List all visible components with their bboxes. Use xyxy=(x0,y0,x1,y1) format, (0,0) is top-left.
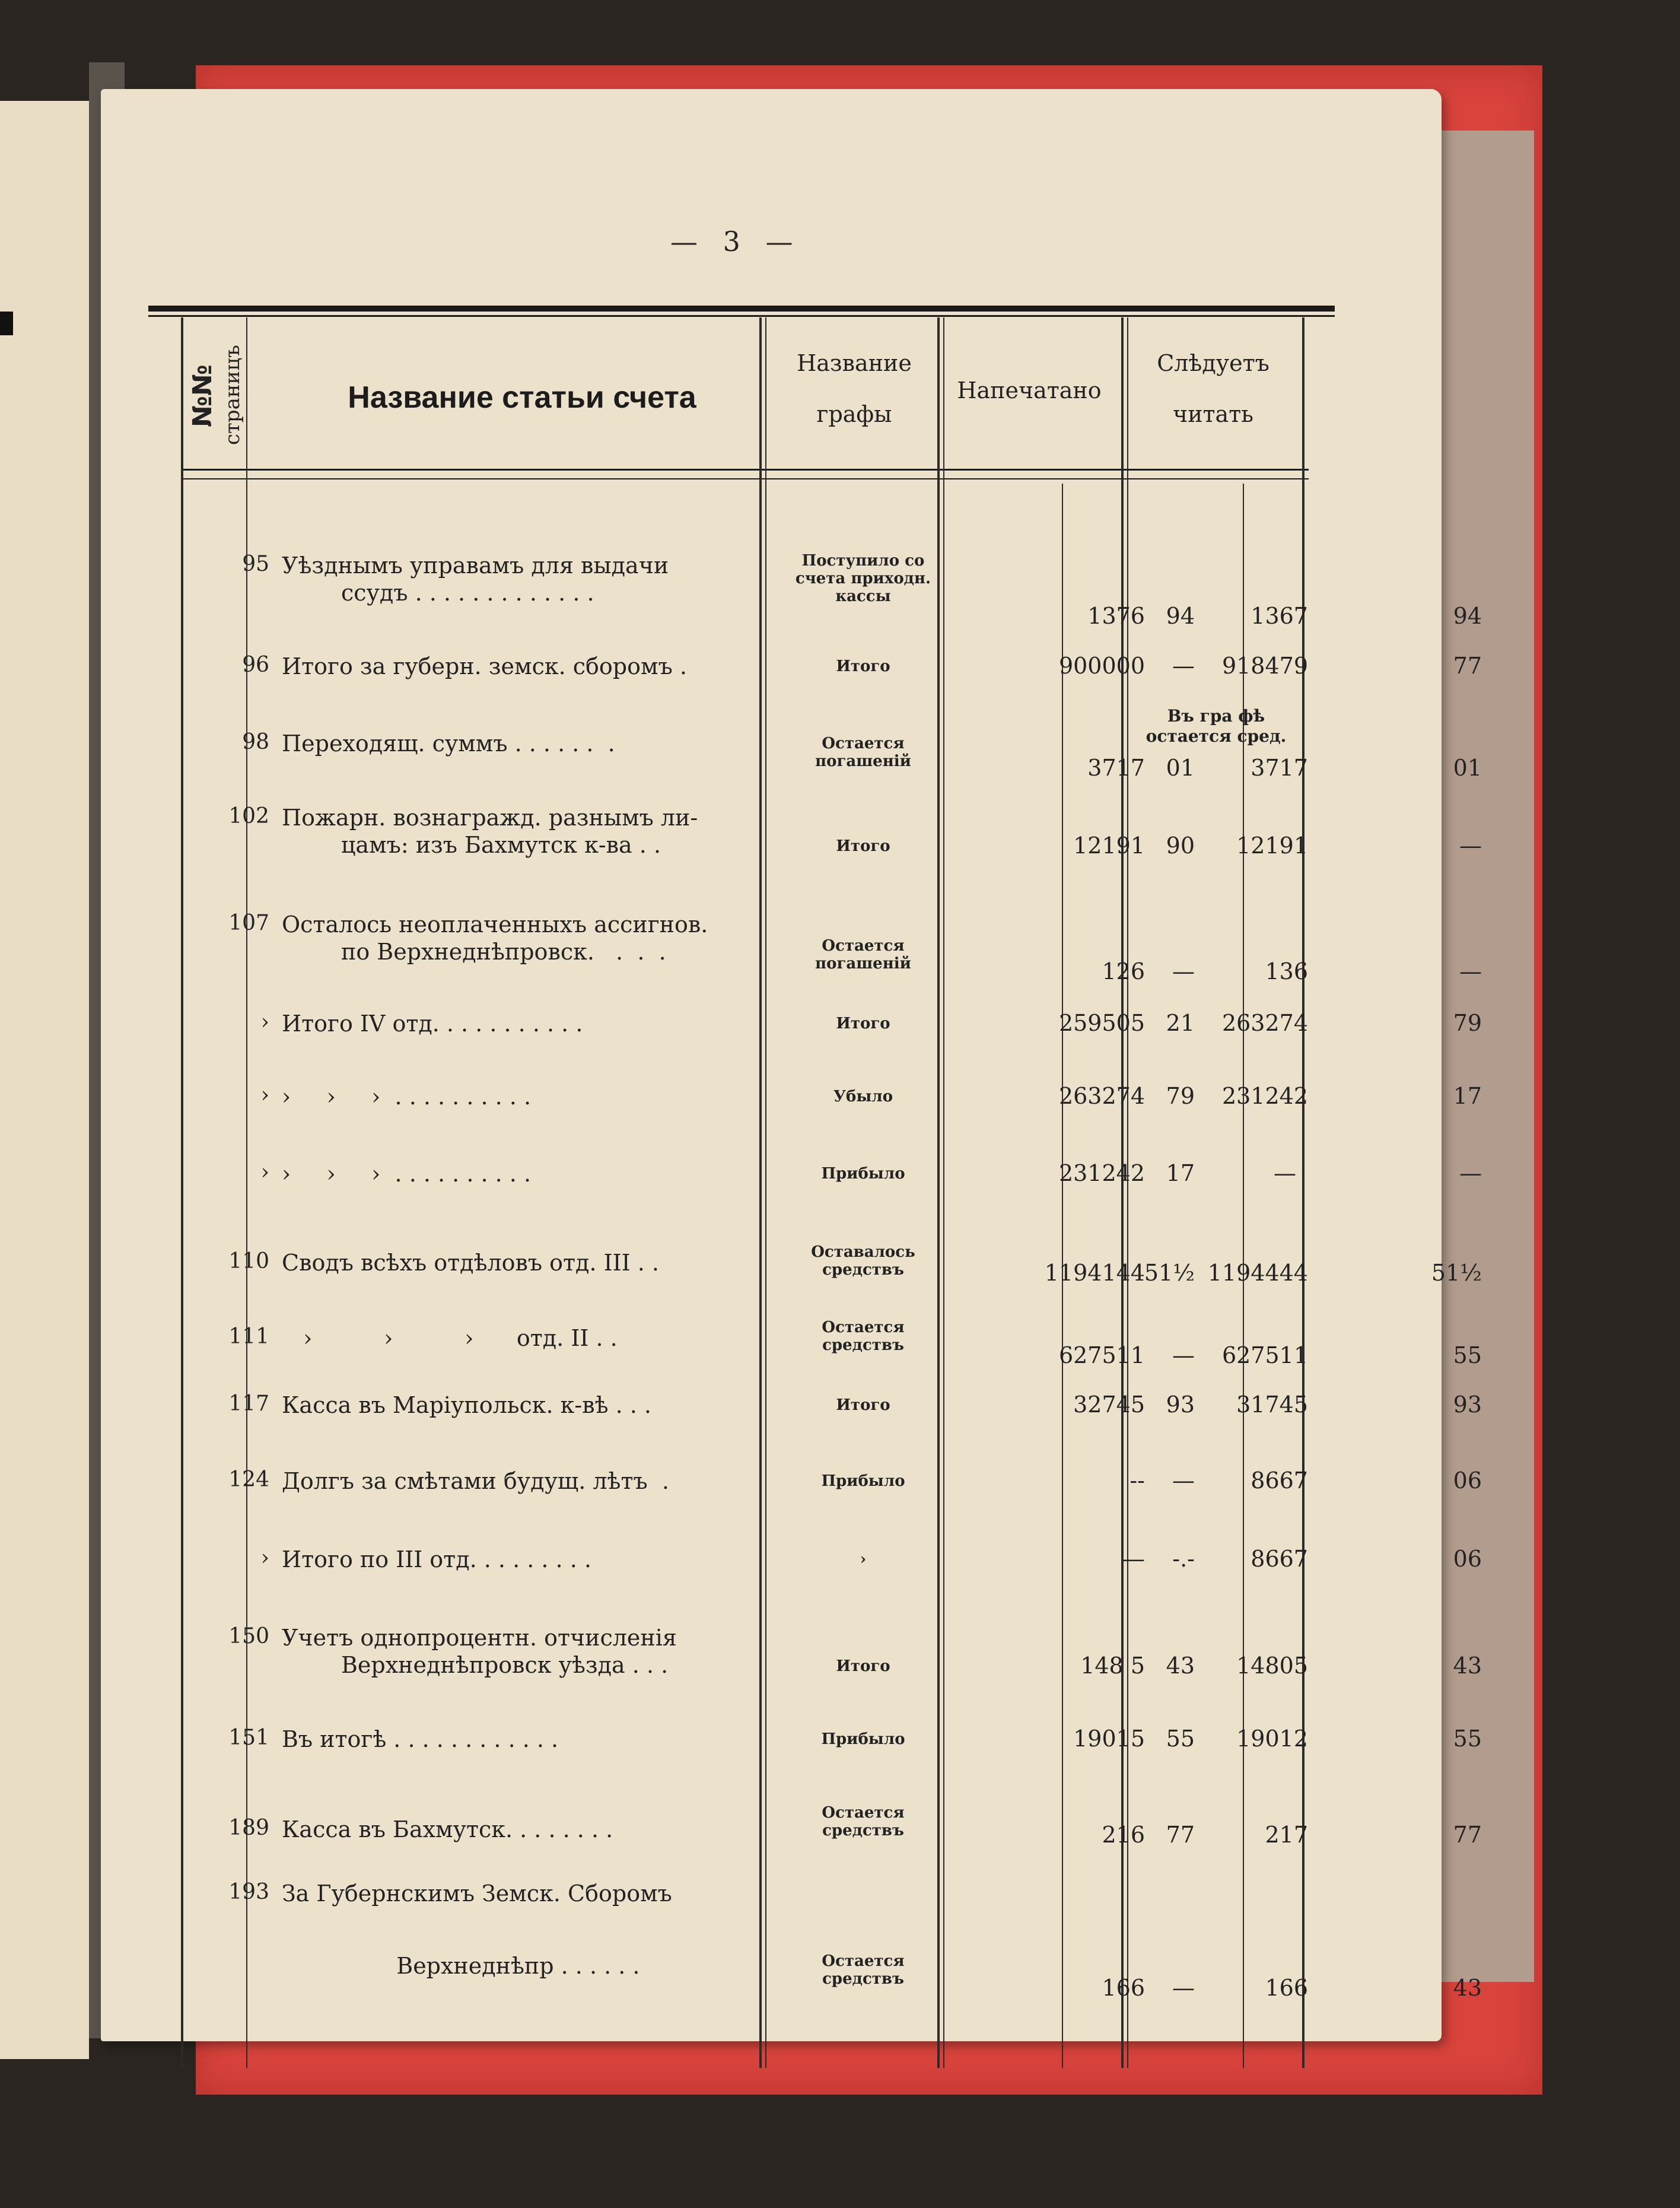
row-graph-line: Поступило со xyxy=(801,552,925,570)
page-number: — 3 — xyxy=(670,225,801,258)
row-graph: Итого xyxy=(836,1657,890,1675)
row-desc-line: Учетъ однопроцентн. отчисленія xyxy=(282,1625,677,1651)
row-printed-kop: 17 xyxy=(1166,1160,1195,1186)
row-printed-kop: 93 xyxy=(1166,1391,1195,1418)
row-graph: › xyxy=(860,1551,867,1568)
row-follow-kop: 79 xyxy=(1453,1010,1482,1036)
row-printed-kop: 43 xyxy=(1166,1653,1195,1679)
header-num-title: №№ xyxy=(187,364,218,427)
row-printed-rub: 263274 xyxy=(1058,1083,1145,1109)
row-num: 124 xyxy=(228,1467,269,1492)
row-desc: › › › . . . . . . . . . . xyxy=(282,1161,532,1187)
row-desc: Въ итогѣ . . . . . . . . . . . . xyxy=(282,1726,559,1752)
header-rule-thick xyxy=(148,306,1335,312)
row-follow-rub: 31745 xyxy=(1236,1391,1308,1418)
row-desc: Итого за губерн. земск. сборомъ . xyxy=(282,653,687,679)
row-follow-kop: 77 xyxy=(1453,653,1482,679)
row-printed-kop: 01 xyxy=(1166,755,1195,781)
row-num: › xyxy=(260,1010,269,1034)
left-page xyxy=(0,101,89,2059)
row-follow-kop: 17 xyxy=(1453,1083,1482,1109)
left-page-rule xyxy=(0,312,13,335)
row-num: 107 xyxy=(228,911,269,935)
header-bottom-rule xyxy=(182,469,1309,471)
row-follow-kop: 43 xyxy=(1453,1975,1482,2001)
row-graph: Убыло xyxy=(833,1088,893,1105)
row-printed-kop: — xyxy=(1172,1975,1195,2001)
row-follow-kop: 06 xyxy=(1453,1467,1482,1494)
row-printed-rub: 231242 xyxy=(1058,1160,1145,1186)
note-line: остается сред. xyxy=(1146,726,1287,746)
row-graph-line: счета приходн. xyxy=(795,570,931,587)
col-divider-printed xyxy=(1121,317,1124,2068)
row-graph-line: средствъ xyxy=(822,1336,904,1354)
row-follow-rub: 1367 xyxy=(1251,603,1308,629)
row-follow-rub: 263274 xyxy=(1221,1010,1308,1036)
row-num: 111 xyxy=(228,1324,269,1349)
header-graph-title-2: графы xyxy=(816,401,892,427)
row-follow-rub: 3717 xyxy=(1251,755,1308,781)
row-num: 96 xyxy=(242,653,269,677)
row-num: 117 xyxy=(228,1391,269,1416)
header-article-title: Название статьи счета xyxy=(348,380,696,415)
row-desc-line-2: цамъ: изъ Бахмутск к-ва . . xyxy=(341,832,661,858)
row-follow-rub: 12191 xyxy=(1236,833,1308,859)
header-follow-title-2: читать xyxy=(1173,401,1253,427)
row-printed-rub: 1194144 xyxy=(1044,1260,1145,1286)
row-graph xyxy=(765,1952,961,1988)
row-desc: Верхнеднѣпр . . . . . . xyxy=(282,1953,640,1979)
row-printed-rub: 1376 xyxy=(1087,603,1145,629)
row-follow-kop: 55 xyxy=(1453,1342,1482,1368)
row-follow-kop: 55 xyxy=(1453,1726,1482,1752)
header-num-column xyxy=(187,345,259,469)
row-num: 95 xyxy=(242,552,269,576)
row-num: 98 xyxy=(242,730,269,754)
row-printed-rub: 627511 xyxy=(1058,1342,1145,1368)
row-follow-kop: 93 xyxy=(1453,1391,1482,1418)
row-desc: За Губернскимъ Земск. Сборомъ xyxy=(282,1880,672,1907)
header-printed-title: Напечатано xyxy=(957,377,1102,404)
header-rule-thin xyxy=(148,315,1335,317)
row-graph: Прибыло xyxy=(821,1472,905,1490)
row-follow-rub: 217 xyxy=(1265,1822,1308,1848)
row-follow-kop: — xyxy=(1459,1160,1482,1186)
row-num: › xyxy=(260,1083,269,1107)
row-graph: Итого xyxy=(836,1396,890,1414)
row-follow-kop: 51½ xyxy=(1431,1260,1482,1286)
header-follow-title-1: Слѣдуетъ xyxy=(1157,350,1269,376)
row-follow-rub: 136 xyxy=(1265,958,1308,984)
row-graph-line: погашеній xyxy=(815,752,911,770)
row-printed-rub: — xyxy=(1122,1546,1145,1572)
row-desc-line-2: ссудъ . . . . . . . . . . . . . xyxy=(341,580,594,606)
row-desc-line-2: Верхнеднѣпровск уѣзда . . . xyxy=(341,1652,669,1678)
row-printed-kop: 55 xyxy=(1166,1726,1195,1752)
row-desc: Переходящ. суммъ . . . . . . . xyxy=(282,730,615,757)
row-printed-rub: 3717 xyxy=(1087,755,1145,781)
row-follow-rub: 166 xyxy=(1265,1975,1308,2001)
row-follow-rub: 1194444 xyxy=(1207,1260,1308,1286)
row-desc: Долгъ за смѣтами будущ. лѣтъ . xyxy=(282,1468,669,1494)
row-follow-rub: 14805 xyxy=(1236,1653,1308,1679)
row-follow-kop: 77 xyxy=(1453,1822,1482,1848)
row-printed-kop: — xyxy=(1172,1342,1195,1368)
row-num: 110 xyxy=(228,1249,269,1273)
row-num: 151 xyxy=(228,1726,269,1750)
row-graph xyxy=(765,1243,961,1279)
row-graph: Итого xyxy=(836,657,890,675)
row-desc-line: Уѣзднымъ управамъ для выдачи xyxy=(282,552,669,579)
row-graph: Итого xyxy=(836,837,890,855)
row-printed-kop: 77 xyxy=(1166,1822,1195,1848)
row-follow-kop: 01 xyxy=(1453,755,1482,781)
row-follow-rub: 8667 xyxy=(1251,1467,1308,1494)
row-graph-line: Остается xyxy=(822,1319,905,1336)
col-divider-num xyxy=(246,317,247,2068)
row-follow-rub: 8667 xyxy=(1251,1546,1308,1572)
row-printed-kop: 90 xyxy=(1166,833,1195,859)
row-follow-kop: 94 xyxy=(1453,603,1482,629)
row-follow-rub: 231242 xyxy=(1221,1083,1308,1109)
row-printed-kop: 94 xyxy=(1166,603,1195,629)
row-printed-rub: 126 xyxy=(1102,958,1145,984)
col-divider-printed-2 xyxy=(1127,317,1128,2068)
note-row98 xyxy=(1130,706,1302,746)
row-printed-rub: 216 xyxy=(1102,1822,1145,1848)
note-line: Въ гра фѣ xyxy=(1167,706,1265,726)
row-printed-rub: 900000 xyxy=(1058,653,1145,679)
row-printed-rub: 259505 xyxy=(1058,1010,1145,1036)
row-desc: Итого по III отд. . . . . . . . . xyxy=(282,1546,591,1572)
row-desc: › › › отд. II . . xyxy=(282,1325,618,1351)
row-follow-rub: 19012 xyxy=(1236,1726,1308,1752)
row-printed-kop: — xyxy=(1172,958,1195,984)
row-follow-rub: — xyxy=(1274,1160,1296,1186)
row-graph-line: средствъ xyxy=(822,1261,904,1279)
row-printed-kop: — xyxy=(1172,653,1195,679)
row-follow-kop: — xyxy=(1459,833,1482,859)
row-printed-rub: 12191 xyxy=(1073,833,1145,859)
header-bottom-rule-2 xyxy=(182,478,1309,479)
row-printed-rub: 19015 xyxy=(1073,1726,1145,1752)
row-printed-rub: 32745 xyxy=(1073,1391,1145,1418)
row-graph-line: погашеній xyxy=(815,955,911,973)
row-desc-line: Пожарн. вознагражд. разнымъ ли- xyxy=(282,805,698,831)
row-printed-kop: 21 xyxy=(1166,1010,1195,1036)
row-num: 193 xyxy=(228,1880,269,1904)
row-printed-rub: 148 5 xyxy=(1080,1653,1145,1679)
row-follow-rub: 627511 xyxy=(1221,1342,1308,1368)
header-graph-title-1: Название xyxy=(797,350,912,376)
row-num: 189 xyxy=(228,1816,269,1840)
row-graph xyxy=(765,1319,961,1354)
row-graph-line: Остается xyxy=(822,1804,905,1822)
row-num: 150 xyxy=(228,1624,269,1648)
row-desc: Сводъ всѣхъ отдѣловъ отд. III . . xyxy=(282,1250,659,1276)
header-num-sub: страницъ xyxy=(221,345,244,445)
row-graph: Прибыло xyxy=(821,1730,905,1748)
row-graph-line: Остается xyxy=(822,735,905,752)
row-printed-kop: -.- xyxy=(1172,1546,1195,1572)
row-graph-line: Оставалось xyxy=(811,1243,915,1261)
row-graph xyxy=(765,552,961,605)
row-desc: Касса въ Маріупольск. к-вѣ . . . xyxy=(282,1392,652,1418)
row-graph-line: средствъ xyxy=(822,1970,904,1988)
row-desc: Итого IV отд. . . . . . . . . . . xyxy=(282,1011,583,1037)
row-follow-kop: — xyxy=(1459,958,1482,984)
table-left-border xyxy=(181,317,183,2068)
row-follow-rub: 918479 xyxy=(1221,653,1308,679)
row-num: 102 xyxy=(228,804,269,828)
row-printed-kop: 79 xyxy=(1166,1083,1195,1109)
row-graph: Итого xyxy=(836,1015,890,1032)
row-graph: Прибыло xyxy=(821,1165,905,1183)
row-printed-kop: 51½ xyxy=(1144,1260,1195,1286)
row-graph-line: кассы xyxy=(835,587,891,605)
row-follow-kop: 06 xyxy=(1453,1546,1482,1572)
row-graph xyxy=(765,735,961,770)
row-printed-rub: 166 xyxy=(1102,1975,1145,2001)
row-desc: Касса въ Бахмутск. . . . . . . . xyxy=(282,1816,613,1842)
row-num: › xyxy=(260,1160,269,1184)
row-graph-line: средствъ xyxy=(822,1822,904,1840)
row-desc: › › › . . . . . . . . . . xyxy=(282,1084,532,1110)
row-graph-line: Остается xyxy=(822,1952,905,1970)
row-graph xyxy=(765,937,961,973)
row-printed-kop: — xyxy=(1172,1467,1195,1494)
row-follow-kop: 43 xyxy=(1453,1653,1482,1679)
row-num: › xyxy=(260,1546,269,1570)
row-desc-line: Осталось неоплаченныхъ ассигнов. xyxy=(282,911,708,938)
row-graph xyxy=(765,1804,961,1840)
row-printed-rub: -- xyxy=(1129,1467,1145,1494)
table-right-border xyxy=(1302,317,1304,2068)
row-desc-line-2: по Верхнеднѣпровск. . . . xyxy=(341,939,666,965)
row-graph-line: Остается xyxy=(822,937,905,955)
